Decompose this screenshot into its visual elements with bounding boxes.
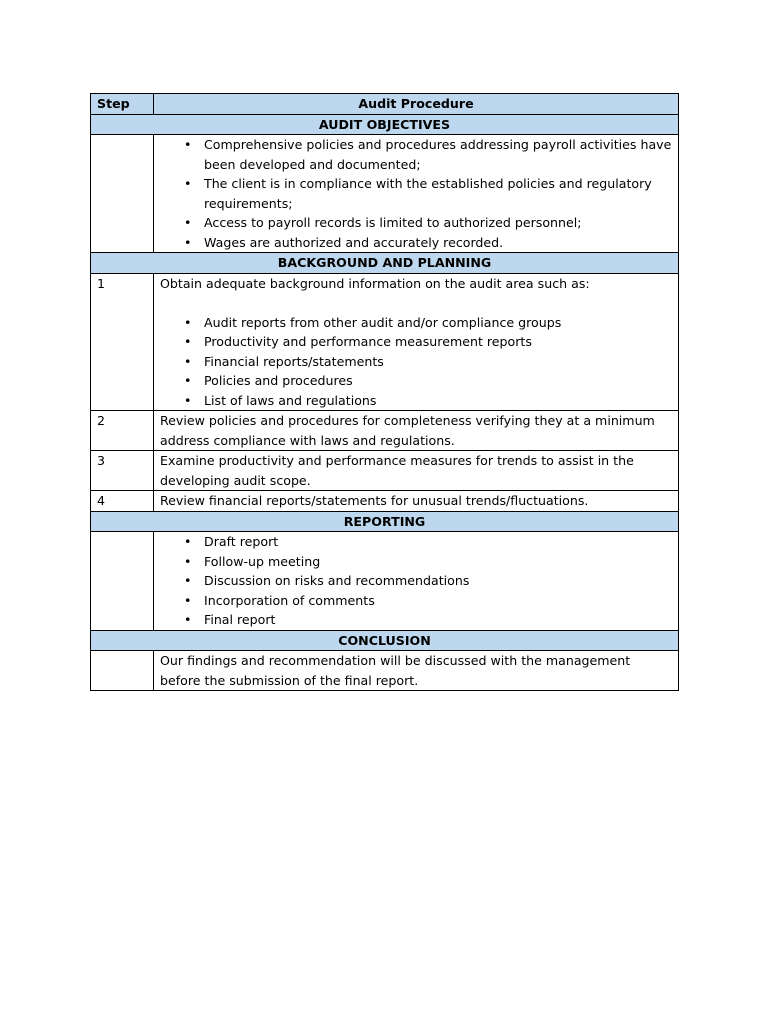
table-header-row <box>91 94 679 115</box>
list-item: • Incorporation of comments <box>204 591 672 611</box>
list-item: • Follow-up meeting <box>204 552 672 572</box>
list-item: • Audit reports from other audit and/or compliance groups <box>204 313 672 333</box>
list-item: • Discussion on risks and recommendations <box>204 571 672 591</box>
step-cell <box>91 651 154 691</box>
section-title: BACKGROUND AND PLANNING <box>91 253 679 274</box>
table-row <box>91 135 679 253</box>
step-number: 2 <box>91 411 154 451</box>
procedure-text: Review policies and procedures for completeness verifying they at a minimum address compliance with laws and regulations. <box>154 411 679 451</box>
list-item: • Final report <box>204 610 672 630</box>
list-item: • Wages are authorized and accurately recorded. <box>204 233 672 253</box>
section-header-background-planning <box>91 253 679 274</box>
table-row <box>91 411 679 451</box>
reporting-list <box>160 532 672 630</box>
procedure-text: Obtain adequate background information on the audit area such as: <box>160 275 590 291</box>
list-item: • Comprehensive policies and procedures addressing payroll activities have been developed and documented; <box>204 135 672 174</box>
procedure-column-header: Audit Procedure <box>154 94 679 115</box>
procedure-cell <box>154 135 679 253</box>
section-header-conclusion <box>91 630 679 651</box>
background-sources-list <box>160 313 672 411</box>
table-row <box>91 651 679 691</box>
procedure-text: Examine productivity and performance measures for trends to assist in the developing audit scope. <box>154 451 679 491</box>
list-item: • The client is in compliance with the established policies and regulatory requirements; <box>204 174 672 213</box>
step-number: 3 <box>91 451 154 491</box>
section-header-audit-objectives <box>91 114 679 135</box>
procedure-cell <box>154 273 679 411</box>
step-column-header: Step <box>91 94 154 115</box>
table-row <box>91 532 679 631</box>
section-title: AUDIT OBJECTIVES <box>91 114 679 135</box>
table-row <box>91 491 679 512</box>
table-row <box>91 273 679 411</box>
list-item: • Financial reports/statements <box>204 352 672 372</box>
procedure-cell <box>154 532 679 631</box>
list-item: • Productivity and performance measurement reports <box>204 332 672 352</box>
spacer <box>160 293 672 313</box>
list-item: • Access to payroll records is limited to authorized personnel; <box>204 213 672 233</box>
list-item: • List of laws and regulations <box>204 391 672 411</box>
step-cell <box>91 135 154 253</box>
table-row <box>91 451 679 491</box>
section-title: REPORTING <box>91 511 679 532</box>
section-header-reporting <box>91 511 679 532</box>
list-item: • Policies and procedures <box>204 371 672 391</box>
list-item: • Draft report <box>204 532 672 552</box>
procedure-text: Our findings and recommendation will be discussed with the management before the submission of the final report. <box>154 651 679 691</box>
audit-procedure-table <box>90 93 679 691</box>
step-number: 4 <box>91 491 154 512</box>
section-title: CONCLUSION <box>91 630 679 651</box>
objectives-list <box>160 135 672 252</box>
step-number: 1 <box>91 273 154 411</box>
step-cell <box>91 532 154 631</box>
procedure-text: Review financial reports/statements for unusual trends/fluctuations. <box>154 491 679 512</box>
